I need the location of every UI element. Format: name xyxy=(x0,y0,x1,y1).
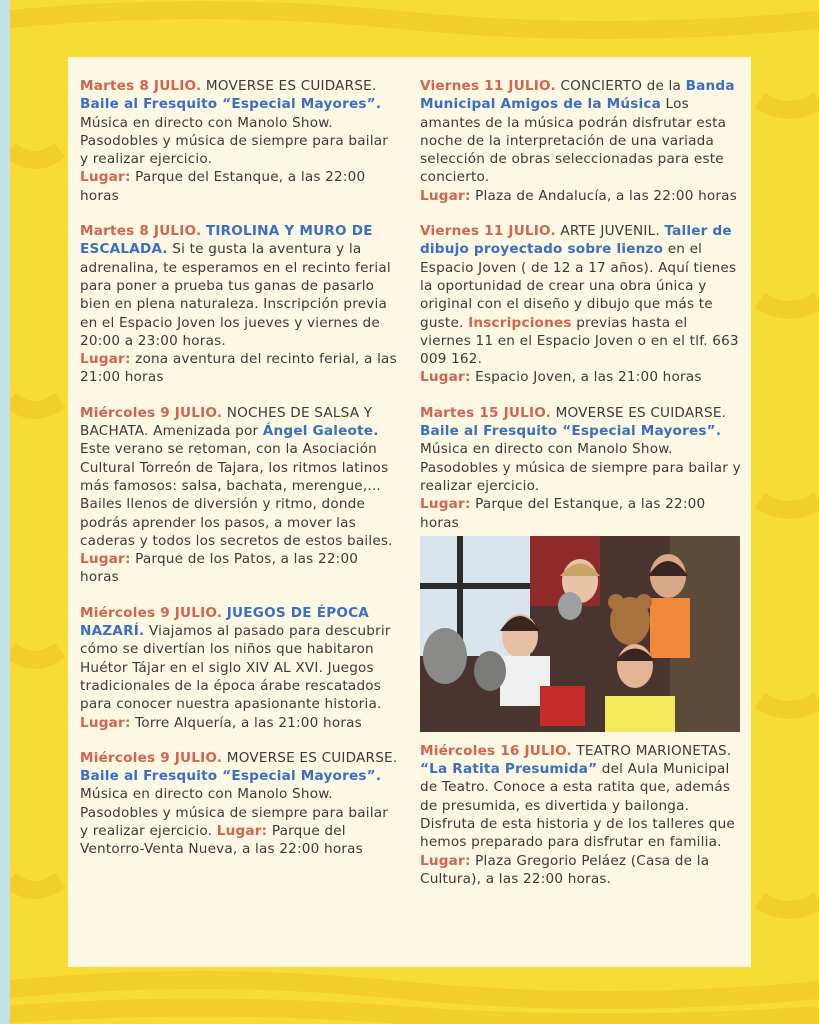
event-item: Viernes 11 JULIO. CONCIERTO de la Banda Municipal Amigos de la Música Los amantes de la música podrán disfrutar esta noche de la interpretación de una variada selección de obras seleccionadas para este concierto. Lugar: Plaza de Andalucía, a las 22:00 horas xyxy=(420,78,737,204)
place-label: Lugar: xyxy=(216,822,268,839)
event-place: Parque del Ventorro-Venta Nueva, a las 22:00 horas xyxy=(80,822,363,858)
event-place: Torre Alquería, a las 21:00 horas xyxy=(130,714,362,731)
event-place: Parque de los Patos, a las 22:00 horas xyxy=(80,551,359,586)
right-column xyxy=(420,77,742,905)
puppet-theatre-photo xyxy=(420,536,740,732)
event-place: Parque del Estanque, a las 22:00 horas xyxy=(80,169,366,204)
event-title: TIROLINA Y MURO DE ESCALADA. xyxy=(80,223,373,258)
left-column xyxy=(80,77,400,876)
event-date: Martes 8 JULIO. xyxy=(80,223,202,240)
event-item: Viernes 11 JULIO. ARTE JUVENIL. Taller de dibujo proyectado sobre lienzo en el Espacio Joven ( de 12 a 17 años). Aquí tienes la oportunidad de crear una obra única y original con el diseño y dibujo que más te guste. Inscripciones previas hasta el viernes 11 en el Espacio Joven o en el tlf. 663 009 162. Lugar: Espacio Joven, a las 21:00 horas xyxy=(420,223,739,386)
event-place: Plaza Gregorio Peláez (Casa de la Cultura), a las 22:00 horas. xyxy=(420,852,710,887)
event-item: Martes 8 JULIO. TIROLINA Y MURO DE ESCALADA. Si te gusta la aventura y la adrenalina, te esperamos en el recinto ferial para poner a prueba tus ganas de pasarlo bien en plena naturaleza. Inscripción previa en el Espacio Joven los jueves y viernes de 20:00 a 23:00 horas. Lugar: zona aventura del recinto ferial, a las 21:00 horas xyxy=(80,223,397,386)
event-title: Taller de dibujo proyectado sobre lienzo xyxy=(420,223,732,258)
event-title: Banda Municipal Amigos de la Música xyxy=(420,78,735,113)
event-date: Miércoles 9 JULIO. xyxy=(80,404,223,421)
event-item: Martes 8 JULIO. MOVERSE ES CUIDARSE. Baile al Fresquito “Especial Mayores”. Música en directo con Manolo Show. Pasodobles y música de siempre para bailar y realizar ejercicio. Lugar: Parque del Estanque, a las 22:00 horas xyxy=(80,78,389,204)
place-label: Lugar: xyxy=(80,351,131,368)
event-title: Baile al Fresquito “Especial Mayores”. xyxy=(80,768,382,785)
event-date: Miércoles 9 JULIO. xyxy=(80,749,223,766)
left-edge-strip xyxy=(0,0,10,1024)
event-title: JUEGOS DE ÉPOCA NAZARÍ. xyxy=(80,604,370,640)
event-item: Martes 15 JULIO. MOVERSE ES CUIDARSE. Baile al Fresquito “Especial Mayores”. Música en directo con Manolo Show. Pasodobles y música de siempre para bailar y realizar ejercicio. Lugar: Parque del Estanque, a las 22:00 horas xyxy=(420,404,741,531)
event-date: Miércoles 9 JULIO. xyxy=(80,604,223,621)
event-date: Martes 15 JULIO. xyxy=(420,404,552,421)
place-label: Lugar: xyxy=(420,369,471,386)
event-date: Viernes 11 JULIO. xyxy=(420,78,556,94)
program-panel xyxy=(68,57,751,967)
event-place: Parque del Estanque, a las 22:00 horas xyxy=(420,496,706,531)
place-label: Lugar: xyxy=(80,714,131,731)
event-item: Miércoles 9 JULIO. MOVERSE ES CUIDARSE. Baile al Fresquito “Especial Mayores”. Música en directo con Manolo Show. Pasodobles y música de siempre para bailar y realizar ejercicio. Lugar: Parque del Ventorro-Venta Nueva, a las 22:00 horas xyxy=(80,749,398,858)
event-item: Miércoles 9 JULIO. NOCHES DE SALSA Y BACHATA. Amenizada por Ángel Galeote. Este verano se retoman, con la Asociación Cultural Torreón de Tajara, los ritmos latinos más famosos: salsa, bachata, merengue,... Bailes llenos de diversión y ritmo, donde podrás aprender los pasos, a mover las caderas y todos los secretos de estos bailes. Lugar: Parque de los Patos, a las 22:00 horas xyxy=(80,404,393,586)
place-label: Lugar: xyxy=(420,852,471,869)
event-item: Miércoles 9 JULIO. JUEGOS DE ÉPOCA NAZARÍ. Viajamos al pasado para descubrir cómo se divertían los niños que habitaron Huétor Tájar en el siglo XIV AL XVI. Juegos tradicionales de la época árabe rescatados para conocer nuestra apasionante historia. Lugar: Torre Alquería, a las 21:00 horas xyxy=(80,604,391,731)
photo-illustration xyxy=(420,536,740,732)
event-date: Martes 8 JULIO. xyxy=(80,78,202,94)
event-date: Miércoles 16 JULIO. xyxy=(420,742,572,759)
event-title: “La Ratita Presumida” xyxy=(420,761,598,778)
event-item: Miércoles 16 JULIO. TEATRO MARIONETAS. “La Ratita Presumida” del Aula Municipal de Teatro. Conoce a esta ratita que, además de presumida, es divertida y bailonga. Disfruta de esta historia y de los talleres que hemos preparado para disfrutar en familia. Lugar: Plaza Gregorio Peláez (Casa de la Cultura), a las 22:00 horas. xyxy=(420,742,735,887)
place-label: Lugar: xyxy=(80,169,131,186)
event-title: Baile al Fresquito “Especial Mayores”. xyxy=(80,96,382,113)
event-place: Espacio Joven, a las 21:00 horas xyxy=(470,369,702,386)
place-label: Lugar: xyxy=(80,551,131,568)
registration-label: Inscripciones xyxy=(468,314,572,331)
event-place: zona aventura del recinto ferial, a las 21:00 horas xyxy=(80,351,397,386)
event-title: Baile al Fresquito “Especial Mayores”. xyxy=(420,423,722,440)
event-place: Plaza de Andalucía, a las 22:00 horas xyxy=(470,187,737,204)
place-label: Lugar: xyxy=(420,496,471,513)
place-label: Lugar: xyxy=(420,187,471,204)
event-date: Viernes 11 JULIO. xyxy=(420,223,556,240)
event-title: Ángel Galeote. xyxy=(262,423,379,440)
